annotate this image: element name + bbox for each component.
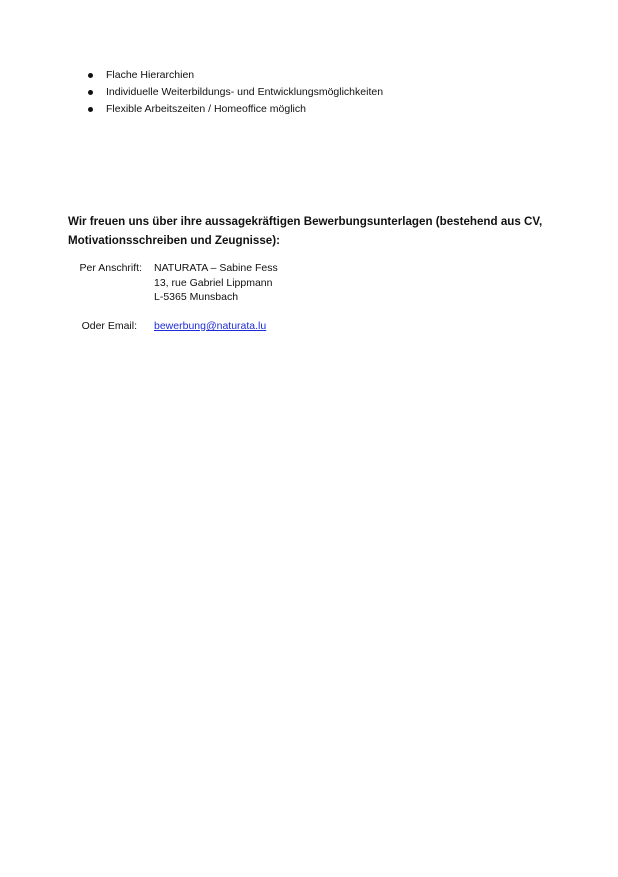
benefit-text: Flexible Arbeitszeiten / Homeoffice möglich [106, 103, 306, 115]
benefit-text: Individuelle Weiterbildungs- und Entwicklungsmöglichkeiten [106, 86, 384, 98]
address-line: NATURATA – Sabine Fess [154, 262, 278, 274]
address-label: Per Anschrift: [79, 262, 142, 274]
application-invitation: Wir freuen uns über ihre aussagekräftigen Bewerbungsunterlagen (bestehend aus CV, Motivationsschreiben und Zeugnisse): [68, 215, 543, 247]
list-item [86, 101, 383, 118]
postal-address [154, 261, 278, 305]
benefits-list [86, 67, 383, 118]
bullet-icon [88, 73, 93, 78]
email-label: Oder Email: [81, 320, 137, 332]
email-link[interactable]: bewerbung@naturata.lu [154, 320, 267, 332]
benefit-text: Flache Hierarchien [106, 69, 195, 81]
address-line: L-5365 Munsbach [154, 291, 239, 303]
list-item [86, 84, 383, 101]
list-item [86, 67, 383, 84]
address-line: 13, rue Gabriel Lippmann [154, 276, 273, 289]
bullet-icon [88, 107, 93, 112]
bullet-icon [88, 90, 93, 95]
